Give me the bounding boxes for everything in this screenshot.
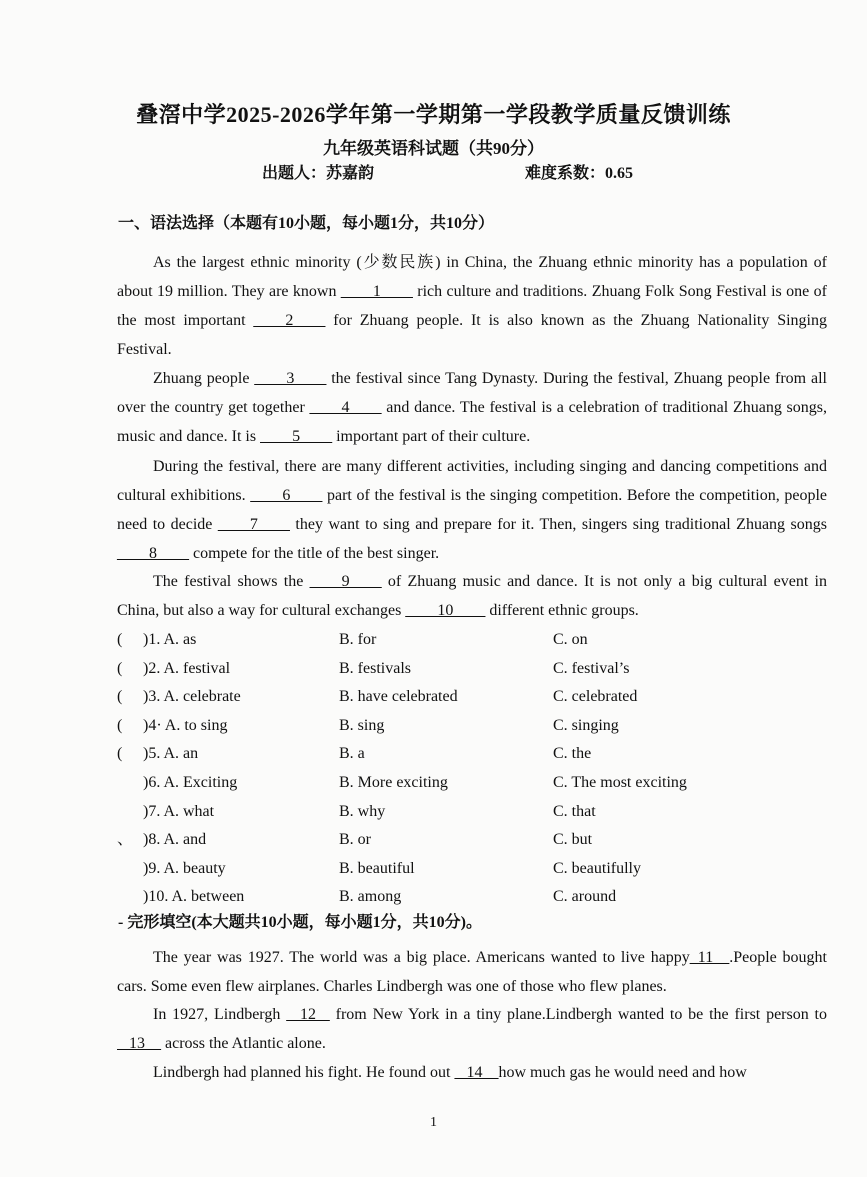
passage-paragraph xyxy=(117,452,827,568)
answer-paren: ( xyxy=(117,659,123,677)
exam-author: 出题人：苏嘉韵 xyxy=(262,165,375,182)
passage-text: from New York in a tiny plane.Lindbergh wanted to be the first person to xyxy=(329,1006,828,1023)
answer-blank: ____8____ xyxy=(117,545,189,562)
option-b: B. among xyxy=(339,888,402,906)
option-row-8 xyxy=(117,826,837,855)
option-c: C. festival’s xyxy=(553,659,630,677)
option-b: B. More exciting xyxy=(339,773,448,791)
passage-paragraph xyxy=(117,1000,827,1058)
section-2-heading: - 完形填空(本大题共10小题，每小题1分，共10分)。 xyxy=(118,914,482,931)
option-a: )5. A. an xyxy=(143,745,199,763)
answer-blank: _11__ xyxy=(689,949,730,966)
passage-text: As the largest ethnic minority (少数民族) in China, the Zhuang ethnic minority has a population of about 19 million. They are known xyxy=(117,254,827,300)
passage-text: they want to sing and prepare for it. Then, singers sing traditional Zhuang songs xyxy=(289,516,828,533)
answer-blank: _14__ xyxy=(454,1064,499,1081)
answer-paren: 、 xyxy=(117,831,134,849)
option-a: )7. A. what xyxy=(143,802,215,820)
option-a: )2. A. festival xyxy=(143,659,231,677)
exam-difficulty: 难度系数：0.65 xyxy=(525,165,634,182)
passage-text: of Zhuang music and dance. It is not only a big cultural event in China, but also a way for cultural exchanges xyxy=(117,573,827,619)
passage-text: The year was 1927. The world was a big place. Americans wanted to live happy xyxy=(153,949,690,966)
passage-text: different ethnic groups. xyxy=(485,602,639,619)
passage-text: In 1927, Lindbergh xyxy=(153,1006,287,1023)
option-a: )3. A. celebrate xyxy=(143,688,241,706)
answer-blank: ____7____ xyxy=(217,516,290,533)
option-b: B. or xyxy=(339,831,371,849)
option-row-7 xyxy=(117,798,837,827)
option-b: B. festivals xyxy=(339,659,411,677)
passage-paragraph xyxy=(117,364,827,451)
passage-text: compete for the title of the best singer. xyxy=(189,545,440,562)
option-b: B. a xyxy=(339,745,365,763)
passage-text: The festival shows the xyxy=(153,573,310,590)
answer-paren: ( xyxy=(117,716,123,734)
option-row-10 xyxy=(117,883,837,912)
answer-blank: ____10____ xyxy=(405,602,486,619)
option-row-5 xyxy=(117,740,837,769)
passage-paragraph xyxy=(117,567,827,625)
option-c: C. beautifully xyxy=(553,859,641,877)
passage-text: Lindbergh had planned his fight. He found out xyxy=(153,1064,455,1081)
passage-text: During the festival, there are many different activities, including singing and dancing competitions and cultural exhibitions. xyxy=(117,458,827,504)
option-c: C. the xyxy=(553,745,592,763)
option-a: )8. A. and xyxy=(143,831,207,849)
answer-paren: ( xyxy=(117,745,123,763)
exam-subtitle: 九年级英语科试题（共90分） xyxy=(323,139,544,158)
option-c: C. around xyxy=(553,888,617,906)
option-row-1 xyxy=(117,626,837,655)
answer-blank: ____9____ xyxy=(309,573,382,590)
passage-text: across the Atlantic alone. xyxy=(161,1035,326,1052)
passage-text: rich culture and traditions. Zhuang Folk Song Festival is one of the most important xyxy=(117,283,827,329)
option-a: )1. A. as xyxy=(143,631,197,648)
option-a: )10. A. between xyxy=(143,888,245,906)
option-row-6 xyxy=(117,769,837,798)
option-c: C. but xyxy=(553,831,593,849)
option-a: )6. A. Exciting xyxy=(143,773,238,791)
passage-text: Zhuang people xyxy=(153,370,255,387)
option-c: C. singing xyxy=(553,716,619,734)
passage-text: and dance. The festival is a celebration of traditional Zhuang songs, music and dance. It is xyxy=(117,399,828,445)
answer-blank: ____2____ xyxy=(253,312,326,329)
exam-title: 叠滘中学2025-2026学年第一学期第一学段教学质量反馈训练 xyxy=(136,102,731,127)
passage-paragraph xyxy=(117,943,827,1001)
passage-text: .People bought cars. Some even flew airplanes. Charles Lindbergh was one of those who flew planes. xyxy=(117,949,827,995)
answer-options-list xyxy=(117,626,837,912)
option-row-2 xyxy=(117,655,837,684)
answer-blank: ____1____ xyxy=(340,283,413,300)
section-1-heading: 一、语法选择（本题有10小题，每小题1分，共10分） xyxy=(118,215,495,232)
answer-blank: _13__ xyxy=(117,1035,161,1052)
page-number: 1 xyxy=(430,1115,437,1130)
answer-paren: ( xyxy=(117,688,123,706)
answer-blank: ____5____ xyxy=(260,428,333,445)
option-row-3 xyxy=(117,683,837,712)
answer-blank: _12_ xyxy=(286,1006,330,1023)
option-c: C. The most exciting xyxy=(553,773,687,791)
option-row-4 xyxy=(117,712,837,741)
answer-blank: ____3____ xyxy=(254,370,327,387)
passage-text: how much gas he would need and how xyxy=(498,1064,747,1081)
option-c: C. celebrated xyxy=(553,688,638,706)
option-b: B. beautiful xyxy=(339,859,415,877)
option-c: C. on xyxy=(553,631,588,648)
passage-text: the festival since Tang Dynasty. During the festival, Zhuang people from all over the country get together xyxy=(117,370,827,416)
option-a: )4· A. to sing xyxy=(143,716,228,734)
answer-blank: ____4____ xyxy=(309,399,382,416)
option-row-9 xyxy=(117,855,837,884)
answer-blank: ____6____ xyxy=(250,487,323,504)
option-b: B. have celebrated xyxy=(339,688,458,706)
passage-paragraph xyxy=(117,1058,827,1087)
passage-text: part of the festival is the singing competition. Before the competition, people need to decide xyxy=(117,487,828,533)
passage-text: for Zhuang people. It is also known as the Zhuang Nationality Singing Festival. xyxy=(117,312,827,358)
answer-paren: ( xyxy=(117,631,123,648)
option-a: )9. A. beauty xyxy=(143,859,226,877)
option-b: B. why xyxy=(339,802,386,820)
passage-text: important part of their culture. xyxy=(332,428,531,445)
option-c: C. that xyxy=(553,802,596,820)
option-b: B. for xyxy=(339,631,377,648)
option-b: B. sing xyxy=(339,716,385,734)
passage-paragraph xyxy=(117,248,827,364)
